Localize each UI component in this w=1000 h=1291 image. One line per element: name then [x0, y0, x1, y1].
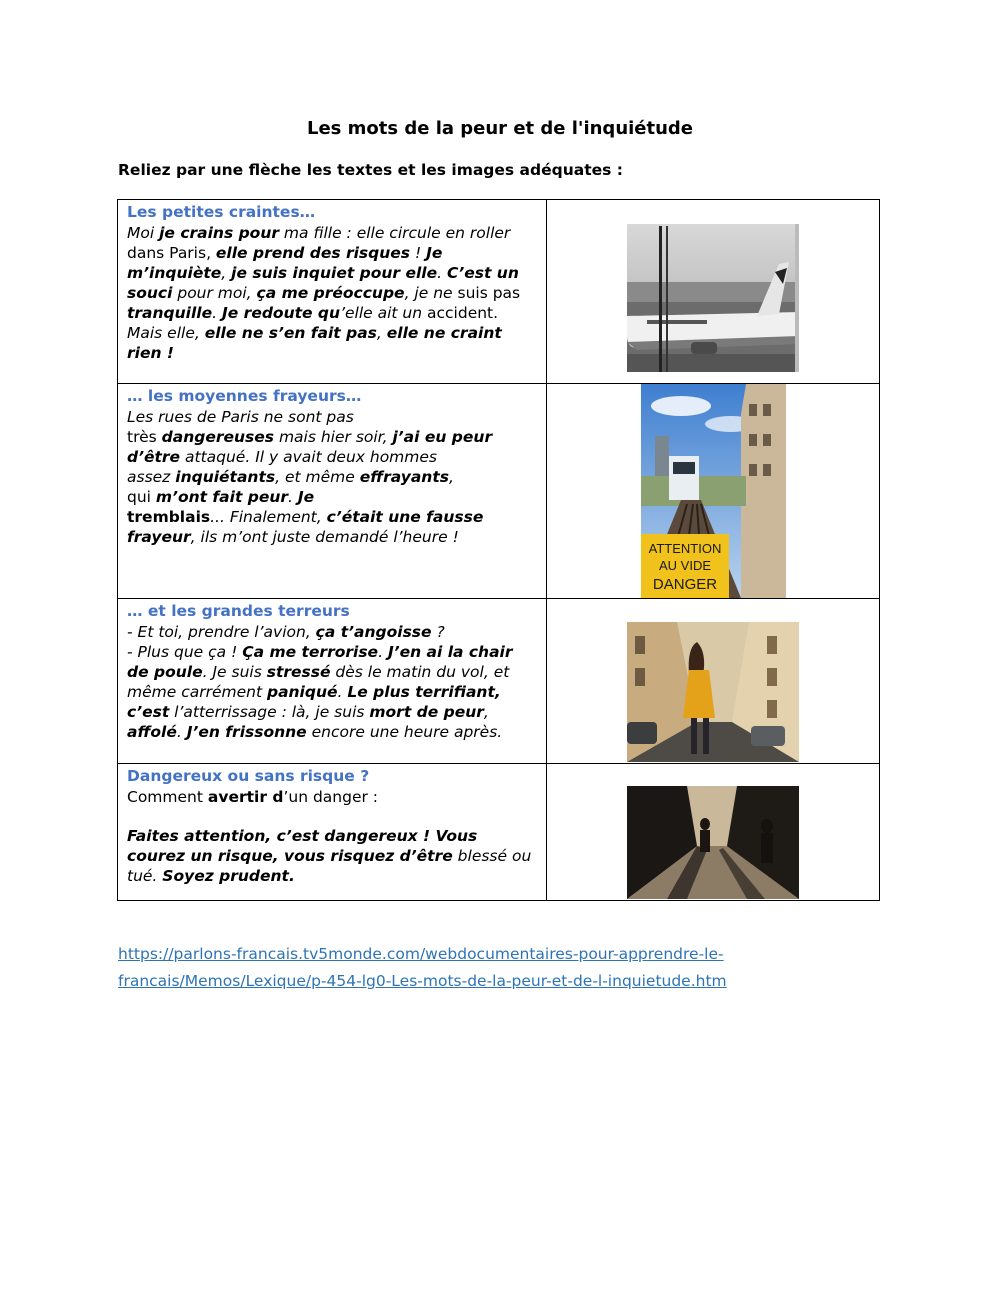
- image-cell: [547, 200, 880, 384]
- exercise-table: [117, 199, 880, 901]
- text-cell: [118, 599, 547, 764]
- instruction: Reliez par une flèche les textes et les images adéquates :: [118, 161, 623, 179]
- row-text: Les rues de Paris ne sont pas très dangereuses mais hier soir, j’ai eu peur d’être attaqué. Il y avait deux hommes assez inquiétants, et même effrayants, qui m’ont fait peur. Je tremblais... Finalement, c’était une fausse frayeur, ils m’ont juste demandé l’heure !: [127, 408, 493, 546]
- sign-text-2: AU VIDE: [658, 558, 711, 573]
- image-cell: [547, 599, 880, 764]
- source-link[interactable]: [118, 941, 838, 995]
- row-heading: … et les grandes terreurs: [127, 602, 350, 620]
- page-title: Les mots de la peur et de l'inquiétude: [306, 118, 694, 139]
- row-text: Comment avertir d’un danger :: [127, 788, 379, 806]
- row-heading: Les petites craintes…: [127, 203, 316, 221]
- row-text: - Et toi, prendre l’avion, ça t’angoisse ? - Plus que ça ! Ça me terrorise. J’en ai la chair de poule. Je suis stressé dès le matin du vol, et même carrément paniqué. Le plus terrifiant, c’est l’atterrissage : là, je suis mort de peur, affolé. J’en frissonne encore une heure après.: [127, 623, 513, 741]
- table-row: [118, 599, 880, 764]
- airplane-photo[interactable]: [627, 224, 799, 372]
- sign-text-1: ATTENTION: [648, 541, 721, 556]
- source-link-line-2[interactable]: francais/Memos/Lexique/p-454-lg0-Les-mots-de-la-peur-et-de-l-inquietude.htm: [118, 972, 727, 990]
- image-cell: [547, 764, 880, 901]
- woman-street-photo[interactable]: [627, 622, 799, 762]
- row-text: Moi je crains pour ma fille : elle circule en roller dans Paris, elle prend des risques ! Je m’inquiète, je suis inquiet pour elle. C’est un souci pour moi, ça me préoccupe, je ne suis pas tranquille. Je redoute qu’elle ait un accident. Mais elle, elle ne s’en fait pas, elle ne craint rien !: [127, 224, 521, 362]
- row-heading: Dangereux ou sans risque ?: [127, 767, 370, 785]
- sign-text-3: DANGER: [652, 576, 717, 593]
- dark-street-photo[interactable]: [627, 786, 799, 899]
- metro-danger-sign-photo[interactable]: [641, 384, 786, 598]
- table-row: [118, 384, 880, 599]
- row-text: Faites attention, c’est dangereux ! Vous courez un risque, vous risquez d’être blessé ou tué. Soyez prudent.: [127, 827, 532, 885]
- text-cell: [118, 384, 547, 599]
- image-cell: [547, 384, 880, 599]
- source-link-line-1[interactable]: https://parlons-francais.tv5monde.com/webdocumentaires-pour-apprendre-le-: [118, 945, 724, 963]
- row-heading: … les moyennes frayeurs…: [127, 387, 362, 405]
- table-row: [118, 764, 880, 901]
- text-cell: [118, 200, 547, 384]
- table-row: [118, 200, 880, 384]
- text-cell: [118, 764, 547, 901]
